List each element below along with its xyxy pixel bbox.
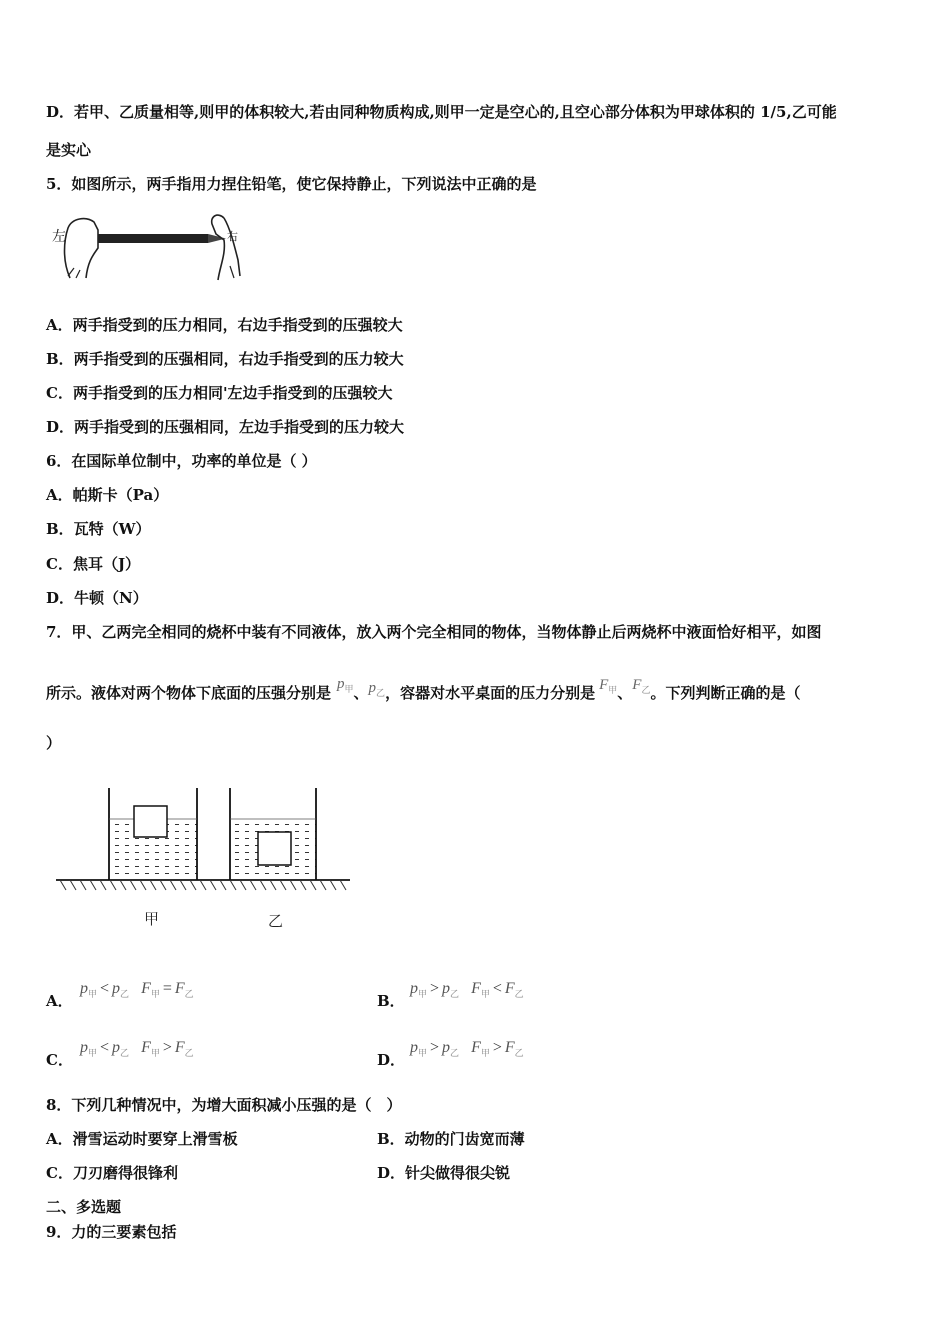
q6-stem: 6．在国际单位制中，功率的单位是（ ） — [46, 452, 317, 470]
pencil-body — [98, 234, 208, 243]
q7-option-b-letter: B． — [377, 992, 405, 1010]
q8-option-a: A．滑雪运动时要穿上滑雪板 — [46, 1130, 238, 1148]
q7-stem-line1: 7．甲、乙两完全相同的烧杯中装有不同液体，放入两个完全相同的物体，当物体静止后两烧杯中液面恰好相平，如图 — [46, 623, 822, 641]
q8-option-b: B．动物的门齿宽而薄 — [377, 1130, 525, 1148]
q7-stem-line3: ） — [46, 734, 62, 752]
beaker-yi — [230, 788, 316, 880]
q7-option-d-math: $p_甲 > p_乙$ $F_甲 > F_乙$ — [410, 1039, 524, 1059]
q5-pencil-figure — [48, 210, 243, 282]
table-hatching — [60, 880, 346, 890]
beaker-jia — [109, 788, 197, 880]
right-finger — [212, 215, 225, 280]
section-title-multi-choice: 二、多选题 — [46, 1198, 122, 1216]
q8-option-d: D．针尖做得很尖锐 — [377, 1164, 511, 1182]
q7-option-d-letter: D． — [377, 1051, 406, 1069]
q8-stem: 8．下列几种情况中，为增大面积减小压强的是（ ） — [46, 1096, 402, 1114]
q5-option-a: A．两手指受到的压力相同，右边手指受到的压强较大 — [46, 316, 403, 334]
q4-option-d-line2: 是实心 — [46, 141, 92, 159]
q7-option-c-letter: C． — [46, 1051, 73, 1069]
q7-option-c-math: $p_甲 < p_乙$ $F_甲 > F_乙$ — [80, 1039, 194, 1059]
q5-option-b: B．两手指受到的压强相同，右边手指受到的压力较大 — [46, 350, 404, 368]
p-symbol: p — [337, 676, 345, 692]
q4-option-d-line1: D．若甲、乙质量相等,则甲的体积较大,若由同种物质构成,则甲一定是空心的,且空心部分体积为甲球体积的 1/5,乙可能 — [46, 103, 837, 121]
block-jia — [134, 806, 167, 837]
q5-stem: 5．如图所示，两手指用力捏住铅笔，使它保持静止，下列说法中正确的是 — [46, 175, 537, 193]
block-yi — [258, 832, 291, 865]
q5-option-c: C．两手指受到的压力相同'左边手指受到的压强较大 — [46, 384, 393, 402]
q6-option-b: B．瓦特（W） — [46, 520, 151, 538]
q7-stem-line2: 所示。液体对两个物体下底面的压强分别是 $p_甲$、$p_乙$，容器对水平桌面的压力分别是 $F_甲$、$F_乙$。下列判断正确的是（ — [46, 676, 801, 702]
q9-stem: 9．力的三要素包括 — [46, 1223, 177, 1241]
label-yi: 乙 — [268, 912, 284, 930]
q7-beaker-figure — [54, 786, 354, 936]
label-left: 左 — [52, 229, 66, 245]
q6-option-d: D．牛顿（N） — [46, 589, 148, 607]
q7-option-a-math: $p_甲 < p_乙$ $F_甲 = F_乙$ — [80, 980, 194, 1000]
q7-option-a-letter: A． — [46, 992, 73, 1010]
q6-option-c: C．焦耳（J） — [46, 555, 141, 573]
left-finger — [65, 219, 99, 278]
q5-option-d: D．两手指受到的压强相同，左边手指受到的压力较大 — [46, 418, 405, 436]
q6-option-a: A．帕斯卡（Pa） — [46, 486, 169, 504]
label-right: 右 — [227, 230, 238, 243]
F-symbol: F — [599, 677, 609, 693]
q7-option-b-math: $p_甲 > p_乙$ $F_甲 < F_乙$ — [410, 980, 524, 1000]
label-jia: 甲 — [144, 910, 160, 928]
q8-option-c: C．刀刃磨得很锋利 — [46, 1164, 178, 1182]
